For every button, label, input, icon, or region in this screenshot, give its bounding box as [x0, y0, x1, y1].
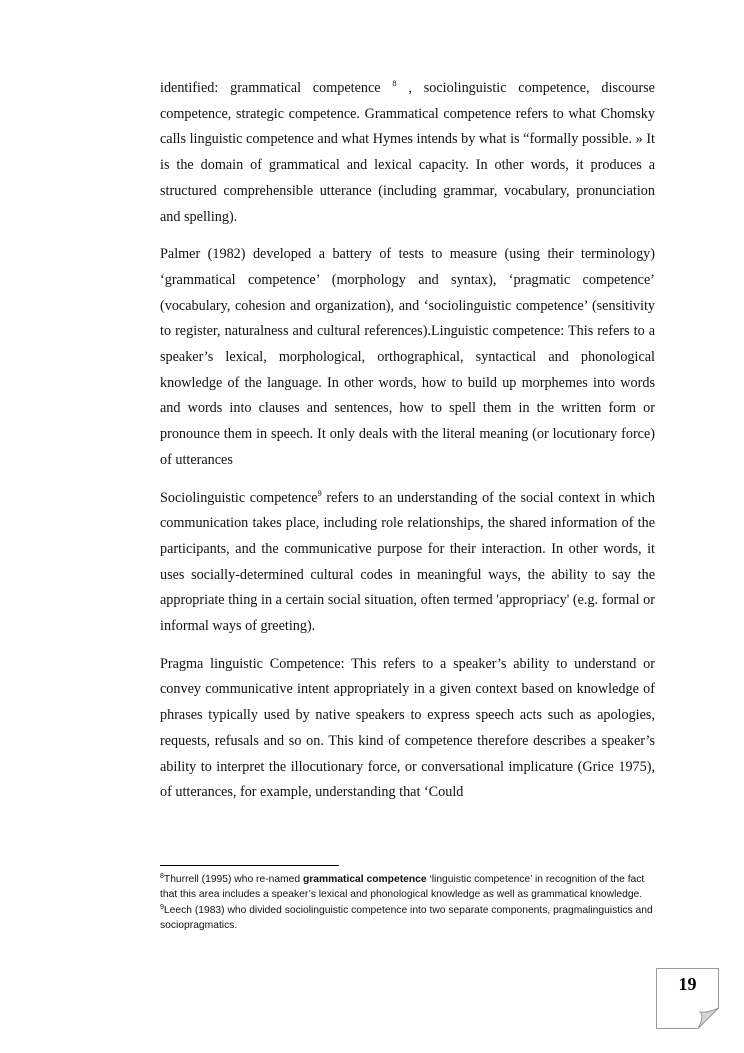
- footnote-marker: 9: [160, 903, 164, 911]
- paragraph-text: refers to an understanding of the social context in which communication takes place, including role relationships, the shared information of the participants, and the communicative purpose for their interaction. In other words, it uses socially-determined cultural codes in meaningful ways, the ability to say the appropriate thing in a certain social situation, often termed 'appropriacy' (e.g. formal or informal ways of greeting).: [160, 489, 655, 635]
- page-number-box: [656, 968, 719, 1029]
- footnote-text: Thurrell (1995) who re-named: [163, 874, 303, 885]
- paragraph-text: Sociolinguistic competence: [160, 489, 318, 506]
- paragraph-text: identified: grammatical competence: [160, 80, 393, 96]
- footnote-8: [160, 872, 655, 903]
- page-number: 19: [678, 974, 697, 994]
- paragraph-sociolinguistic: [160, 486, 655, 640]
- body-text: [160, 76, 655, 818]
- footnote-text: ‘linguistic competence’ in recognition of the fact that this area includes a speaker’s lexical and phonological knowledge as well as grammatical knowledge.: [160, 874, 645, 901]
- paragraph-palmer: Palmer (1982) developed a battery of tests to measure (using their terminology) ‘grammatical competence’ (morphology and syntax), ‘pragmatic competence’ (vocabulary, cohesion and organization), and ‘sociolinguistic competence’ (sensitivity to register, naturalness and cultural references).Linguistic competence: This refers to a speaker’s lexical, morphological, orthographical, syntactical and phonological knowledge of the language. In other words, how to build up morphemes into words and words into clauses and sentences, how to spell them in the written form or pronounce them in speech. It only deals with the literal meaning (or locutionary force) of utterances: [160, 246, 655, 468]
- footnote-bold-term: grammatical competence: [302, 874, 427, 885]
- footnotes: [160, 872, 655, 933]
- footnote-ref-9[interactable]: 9: [317, 487, 322, 498]
- footnote-9: [160, 903, 655, 934]
- footnote-ref-8[interactable]: 8: [392, 78, 397, 88]
- paragraph-text: , sociolinguistic competence, discourse competence, strategic competence. Grammatical competence refers to what Chomsky calls linguistic competence and what Hymes intends by what is “formally possible. » It is the domain of grammatical and lexical capacity. In other words, it produces a structured comprehensible utterance (including grammar, vocabulary, pronunciation and spelling).: [160, 80, 655, 225]
- paragraph-competences: [160, 76, 655, 230]
- footnote-marker: 8: [160, 873, 164, 880]
- footnote-text: Leech (1983) who divided sociolinguistic competence into two separate components, pragmalinguistics and sociopragmatics.: [160, 904, 653, 931]
- paragraph-pragmalinguistic: Pragma linguistic Competence: This refers to a speaker’s ability to understand or convey communicative intent appropriately in a given context based on knowledge of phrases typically used by native speakers to express speech acts such as apologies, requests, refusals and so on. This kind of competence therefore describes a speaker’s ability to interpret the illocutionary force, or conversational implicature (Grice 1975), of utterances, for example, understanding that ‘Could: [160, 655, 655, 801]
- footnote-separator: [160, 865, 339, 866]
